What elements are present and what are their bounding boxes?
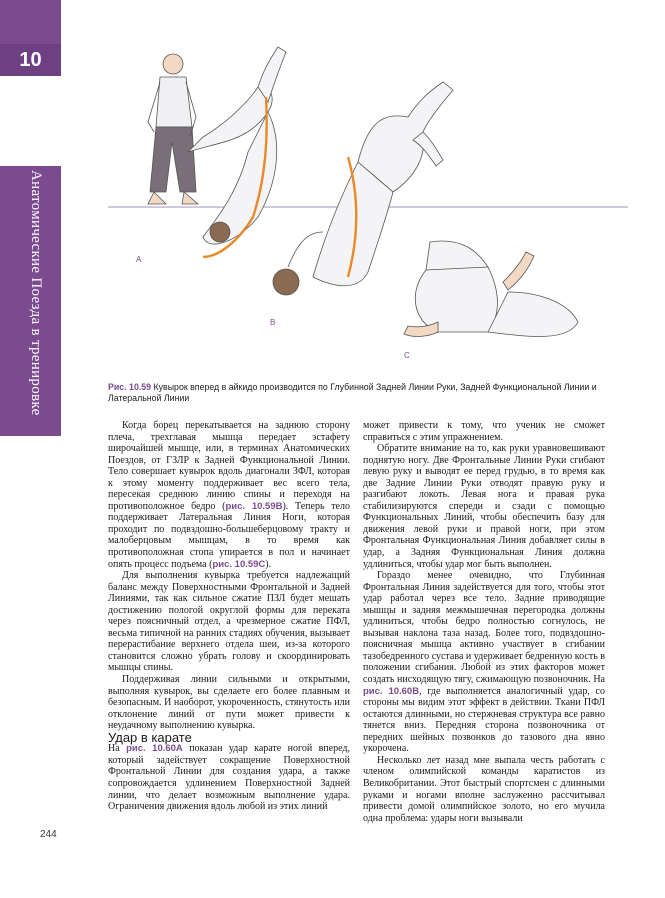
- text-run: ).: [265, 558, 272, 570]
- paragraph: может привести к тому, что ученик не сможет справиться с этим упражнением.: [363, 420, 605, 443]
- chapter-sidebar: [0, 0, 61, 436]
- figure-label-c: C: [404, 351, 410, 360]
- rolling-figure-b: [273, 82, 453, 295]
- rolling-figure-a: [188, 47, 286, 257]
- figure-reference: рис. 10.60B: [363, 685, 420, 697]
- paragraph: Для выполнения кувырка требуется надлежащий баланс между Поверхностными Фронтальной и Задней Линиями, так как сильное сжатие ПЗЛ будет мешать достижению пологой округлой формы для переката через поясничный отдел, а чрезмерное сжатие ПФЛ, весьма типичной на ранних стадиях обучения, вызывает перерастибание верхнего отдела шеи, из-за которого становится сложно убрать голову и скоординировать мышцы спины.: [108, 570, 350, 674]
- text-run: ). Теперь тело поддерживает Латеральная Линия Ноги, которая проходит по подвздошно-большеберцовому тракту и малоберцовым мышцам, в то время как противоположная стопа упирается в пол и начинает опять процесс подъема (: [108, 500, 350, 570]
- caption-figure-number: Рис. 10.59: [108, 382, 152, 392]
- rolling-figure-c: [404, 241, 578, 336]
- paragraph: Поддерживая линии сильными и открытыми, выполняя кувырок, вы сделаете его более плавным и безопасным. И наоборот, укороченность, стянутость или отклонение линий от пути может привести к неудачному выполнению кувырка.: [108, 674, 350, 732]
- right-column: [363, 420, 605, 824]
- section-title: Анатомические Поезда в тренировке: [28, 170, 44, 416]
- page-number: 244: [40, 829, 57, 840]
- text-run: показан удар карате ногой вперед, который задействует сокращение Поверхностной Фронтальной Линии для создания удара, а также сопровождается удлинением Поверхностной Задней линии, что делает возможным выполнение удара. Ограничения движения вдоль любой из этих линий: [108, 743, 350, 813]
- figure-caption: [108, 382, 628, 404]
- paragraph: [363, 570, 605, 755]
- section-heading: Удар в карате: [108, 729, 192, 745]
- figure-label-b: B: [270, 318, 276, 327]
- text-run: , где выполняется аналогичный удар, со стороны мы видим этот эффект в действии. Ткани ПФЛ остаются длинными, но стержневая структура все равно тянется вниз. Передняя сторона позвоночника от передних шейных позвонков до тазового дна явно укорочена.: [363, 685, 605, 755]
- aikido-roll-illustration: [108, 42, 628, 372]
- chapter-number: 10: [0, 44, 61, 76]
- figure-label-a: A: [136, 255, 142, 264]
- paragraph: Обратите внимание на то, как руки уравновешивают поднятую ногу. Две Фронтальные Линии Руки сгибают левую руку и выводят ее перед грудью, в то время как две Задние Линии Руки отводят правую руку и разгибают локоть. Левая нога и правая рука стабилизируются спереди и сзади с помощью Функциональных Линий, чтобы обеспечить базу для движения левой руки и правой ноги, при этом Фронтальная Функциональная Линия добавляет силы в удар, а Задняя Функциональная Линия должна удлиниться, чтобы удар мог быть выполнен.: [363, 443, 605, 570]
- caption-text: Кувырок вперед в айкидо производится по Глубинной Задней Линии Руки, Задней Функциональной Линии и Латеральной Линии: [108, 382, 597, 403]
- left-column: [108, 420, 350, 813]
- figure-reference: рис. 10.59C: [212, 558, 266, 570]
- paragraph: Несколько лет назад мне выпала честь работать с членом олимпийской команды каратистов из Великобритании. Этот быстрый спортсмен с длинными руками и ногами вполне заслуженно рассчитывал привести домой олимпийское золото, но его мучила одна проблема: удары ноги вызывали: [363, 754, 605, 824]
- text-run: Когда борец перекатывается на заднюю сторону плеча, трехглавая мышца передает эстафету широчайшей мышце, или, в терминах Анатомических Поездов, от ГЗЛР к Задней Функциональной Линии. Тело совершает кувырок вдоль диагонали ЗФЛ, которая к этому моменту поддерживает вес всего тела, пересекая среднюю линию спины и переходя на противоположное бедро (: [108, 420, 350, 512]
- sidebar-divider: [0, 76, 61, 166]
- figure-reference: рис. 10.60A: [126, 743, 183, 755]
- text-run: На: [108, 743, 127, 755]
- figure-reference: рис. 10.59B: [225, 500, 283, 512]
- text-run: Гораздо менее очевидно, что Глубинная Фронтальная Линия задействуется для того, чтобы этот удар работал через все тело. Задние приводящие мышцы и задняя межмышечная перегородка должны удлиниться, чтобы бедро полностью согнулось, не вызывая наклона таза назад. Более того, подвздошно-поясничная мышца активно участвует в сгибании тазобедренного сустава и удерживает бедренную кость в положении сгибания. Любой из этих факторов может создать нисходящую тягу, сжимающую позвоночник. На: [363, 570, 605, 686]
- standing-partner-figure: [148, 54, 198, 204]
- paragraph: [108, 743, 350, 812]
- paragraph: [108, 420, 350, 570]
